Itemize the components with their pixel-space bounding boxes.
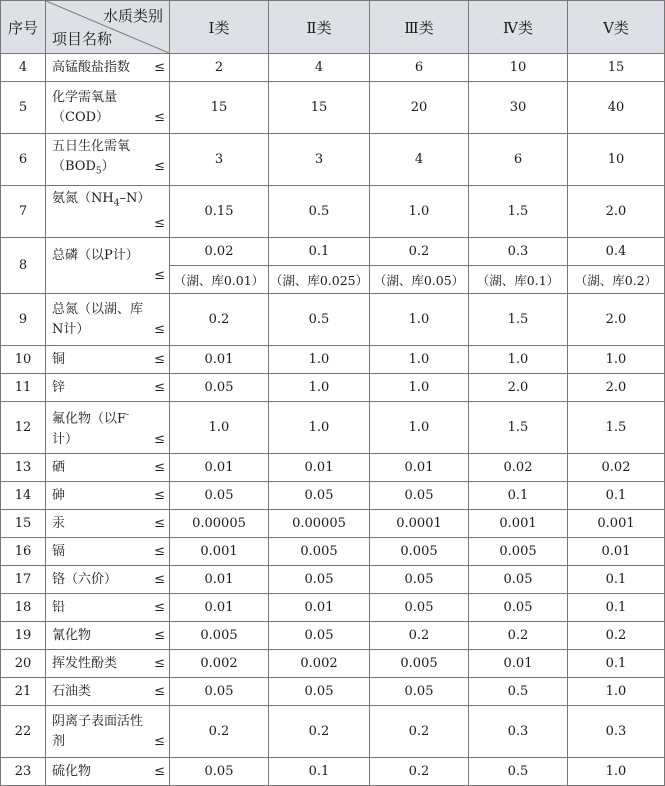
class-1-value: 15	[170, 82, 269, 134]
less-equal-sign: ≤	[154, 733, 165, 749]
class-2-value: 1.0	[269, 374, 370, 402]
row-serial-number: 5	[1, 82, 46, 134]
class-4-value: 10	[469, 54, 568, 82]
class-1-value: 0.01	[170, 566, 269, 594]
class-3-value: 20	[370, 82, 469, 134]
item-name-text	[52, 762, 91, 782]
class-3-value: 1.0	[370, 374, 469, 402]
header-water-quality-class-label: 水质类别	[102, 7, 163, 25]
row-serial-number: 14	[1, 482, 46, 510]
class-4-lake-reservoir-value: （湖、库0.1）	[469, 266, 568, 294]
row-item-name	[46, 186, 170, 238]
class-5-value: 0.01	[568, 538, 665, 566]
item-name-text	[52, 350, 65, 370]
item-name-part: 铅	[52, 599, 66, 615]
row-serial-number: 10	[1, 346, 46, 374]
row-item-name	[46, 294, 170, 346]
class-2-value: 0.005	[269, 538, 370, 566]
table-row	[1, 566, 665, 594]
row-serial-number: 4	[1, 54, 46, 82]
header-class-5: Ⅴ类	[568, 1, 665, 54]
row-item-name	[46, 538, 170, 566]
class-2-value: 3	[269, 134, 370, 186]
row-item-name	[46, 622, 170, 650]
table-row	[1, 134, 665, 186]
table-row	[1, 594, 665, 622]
class-4-value: 1.0	[469, 346, 568, 374]
row-serial-number: 17	[1, 566, 46, 594]
class-2-value: 1.0	[269, 346, 370, 374]
row-serial-number: 8	[1, 238, 46, 294]
header-class-4: Ⅳ类	[469, 1, 568, 54]
item-name-part: 阴离子表面活性	[52, 713, 144, 729]
class-5-value: 0.4	[568, 238, 665, 266]
item-name-part: ）	[101, 159, 115, 175]
class-5-value: 0.02	[568, 454, 665, 482]
item-name-part: 计）	[52, 431, 79, 447]
item-name-part: 氟化物（以F	[52, 411, 127, 427]
row-serial-number: 16	[1, 538, 46, 566]
class-5-value: 0.1	[568, 482, 665, 510]
table-row	[1, 374, 665, 402]
class-2-value: 4	[269, 54, 370, 82]
class-3-lake-reservoir-value: （湖、库0.05）	[370, 266, 469, 294]
class-3-value: 0.2	[370, 238, 469, 266]
row-item-name	[46, 678, 170, 706]
class-2-value: 0.01	[269, 594, 370, 622]
class-5-value: 15	[568, 54, 665, 82]
class-3-value: 6	[370, 54, 469, 82]
item-name-line	[52, 570, 165, 590]
class-1-value: 0.001	[170, 538, 269, 566]
class-4-value: 0.001	[469, 510, 568, 538]
row-serial-number: 18	[1, 594, 46, 622]
table-row	[1, 758, 665, 786]
item-name-text	[52, 378, 65, 398]
item-name-part: 铜	[52, 351, 66, 367]
class-3-value: 0.2	[370, 622, 469, 650]
item-name-text	[52, 108, 109, 128]
item-name-part: 总磷（以P计）	[52, 247, 139, 263]
row-serial-number: 6	[1, 134, 46, 186]
item-name-part: 五日生化需氧	[52, 139, 131, 155]
table-row	[1, 622, 665, 650]
table-body	[1, 54, 665, 786]
table-row	[1, 238, 665, 266]
row-item-name	[46, 54, 170, 82]
less-equal-sign: ≤	[154, 159, 165, 175]
class-4-value: 0.01	[469, 650, 568, 678]
class-5-value: 40	[568, 82, 665, 134]
row-serial-number: 23	[1, 758, 46, 786]
class-2-value: 1.0	[269, 402, 370, 454]
class-1-value: 0.005	[170, 622, 269, 650]
class-1-value: 0.2	[170, 706, 269, 758]
table-row	[1, 538, 665, 566]
item-name-text	[52, 137, 130, 157]
item-name-text	[52, 486, 65, 506]
item-name-text	[52, 189, 150, 214]
less-equal-sign: ≤	[154, 515, 165, 531]
item-name-part: 总氮（以湖、库	[52, 301, 144, 317]
table-row	[1, 82, 665, 134]
item-name-line	[52, 189, 165, 214]
class-3-value: 0.01	[370, 454, 469, 482]
class-4-value: 30	[469, 82, 568, 134]
class-1-value: 0.05	[170, 374, 269, 402]
class-4-value: 0.1	[469, 482, 568, 510]
class-5-value: 10	[568, 134, 665, 186]
table-row	[1, 346, 665, 374]
item-name-part: 石油类	[52, 683, 92, 699]
class-4-value: 0.02	[469, 454, 568, 482]
row-serial-number: 15	[1, 510, 46, 538]
class-3-value: 1.0	[370, 402, 469, 454]
header-class-1: Ⅰ类	[170, 1, 269, 54]
class-4-value: 1.5	[469, 402, 568, 454]
class-4-value: 0.2	[469, 622, 568, 650]
class-1-value: 0.05	[170, 678, 269, 706]
item-name-text	[52, 246, 139, 266]
table-row	[1, 186, 665, 238]
item-name-part: 砷	[52, 487, 66, 503]
class-2-value: 0.05	[269, 622, 370, 650]
less-equal-sign: ≤	[154, 109, 165, 125]
item-name-part: 硒	[52, 459, 66, 475]
class-1-value: 0.05	[170, 482, 269, 510]
row-item-name	[46, 346, 170, 374]
class-2-value: 15	[269, 82, 370, 134]
class-4-value: 0.5	[469, 758, 568, 786]
item-name-text	[52, 732, 65, 752]
class-5-value: 2.0	[568, 186, 665, 238]
class-4-value: 0.05	[469, 594, 568, 622]
table-row	[1, 54, 665, 82]
class-1-value: 0.02	[170, 238, 269, 266]
item-name-text	[52, 300, 143, 320]
item-name-text	[52, 654, 117, 674]
row-item-name	[46, 82, 170, 134]
item-name-text	[52, 570, 117, 590]
class-2-lake-reservoir-value: （湖、库0.025）	[269, 266, 370, 294]
item-name-part: –N）	[119, 191, 151, 207]
row-serial-number: 22	[1, 706, 46, 758]
item-name-line	[52, 246, 165, 266]
item-name-text	[52, 157, 115, 182]
item-name-line	[52, 682, 165, 702]
class-2-value: 0.5	[269, 186, 370, 238]
header-class-3: Ⅲ类	[370, 1, 469, 54]
item-name-line	[52, 430, 165, 450]
item-name-part: （BOD	[52, 159, 96, 175]
less-equal-sign: ≤	[154, 487, 165, 503]
row-item-name	[46, 374, 170, 402]
less-equal-sign: ≤	[154, 627, 165, 643]
less-equal-sign: ≤	[154, 379, 165, 395]
class-3-value: 1.0	[370, 294, 469, 346]
item-name-part: 挥发性酚类	[52, 655, 118, 671]
table-row	[1, 294, 665, 346]
table-row	[1, 482, 665, 510]
item-name-text	[52, 598, 65, 618]
less-equal-sign: ≤	[154, 459, 165, 475]
class-4-value: 6	[469, 134, 568, 186]
less-equal-sign: ≤	[154, 431, 165, 447]
class-2-value: 0.1	[269, 758, 370, 786]
less-equal-sign: ≤	[154, 351, 165, 367]
table-row	[1, 510, 665, 538]
item-name-part: 镉	[52, 543, 66, 559]
class-1-value: 3	[170, 134, 269, 186]
class-1-value: 0.01	[170, 346, 269, 374]
less-equal-sign: ≤	[154, 267, 165, 283]
row-serial-number: 12	[1, 402, 46, 454]
item-name-part: 氰化物	[52, 627, 92, 643]
row-serial-number: 7	[1, 186, 46, 238]
class-5-value: 0.2	[568, 622, 665, 650]
row-serial-number: 11	[1, 374, 46, 402]
class-5-value: 0.001	[568, 510, 665, 538]
row-serial-number: 20	[1, 650, 46, 678]
row-item-name	[46, 402, 170, 454]
item-name-line	[52, 514, 165, 534]
header-diagonal-cell	[46, 1, 170, 54]
class-4-value: 0.5	[469, 678, 568, 706]
less-equal-sign: ≤	[154, 571, 165, 587]
item-name-part: 化学需氧量	[52, 89, 118, 105]
item-name-line	[52, 405, 165, 429]
item-name-part: 氨氮（NH	[52, 191, 114, 207]
class-5-value: 1.0	[568, 758, 665, 786]
class-2-value: 0.05	[269, 566, 370, 594]
header-class-2: Ⅱ类	[269, 1, 370, 54]
item-name-line	[52, 654, 165, 674]
class-4-value: 1.5	[469, 186, 568, 238]
item-name-line	[52, 762, 165, 782]
table-header	[1, 1, 665, 54]
item-name-line	[52, 266, 165, 286]
class-1-value: 0.01	[170, 454, 269, 482]
class-1-value: 0.00005	[170, 510, 269, 538]
class-1-value: 0.05	[170, 758, 269, 786]
class-5-value: 2.0	[568, 294, 665, 346]
item-name-part: 剂	[52, 733, 66, 749]
item-name-text	[52, 458, 65, 478]
item-name-subscript: 5	[95, 166, 102, 177]
row-item-name	[46, 758, 170, 786]
item-name-text	[52, 88, 117, 108]
less-equal-sign: ≤	[154, 655, 165, 671]
table-row	[1, 650, 665, 678]
class-4-value: 1.5	[469, 294, 568, 346]
item-name-part: 铬（六价）	[52, 571, 118, 587]
class-2-value: 0.002	[269, 650, 370, 678]
table-row	[1, 402, 665, 454]
row-item-name	[46, 482, 170, 510]
item-name-line	[52, 626, 165, 646]
class-5-value: 0.3	[568, 706, 665, 758]
class-5-lake-reservoir-value: （湖、库0.2）	[568, 266, 665, 294]
class-3-value: 0.0001	[370, 510, 469, 538]
class-4-value: 0.05	[469, 566, 568, 594]
class-5-value: 1.0	[568, 678, 665, 706]
class-2-value: 0.1	[269, 238, 370, 266]
item-name-line	[52, 300, 165, 320]
class-2-value: 0.2	[269, 706, 370, 758]
item-name-line	[52, 542, 165, 562]
class-1-lake-reservoir-value: （湖、库0.01）	[170, 266, 269, 294]
item-name-text	[52, 405, 129, 429]
item-name-line	[52, 350, 165, 370]
header-item-name-label: 项目名称	[52, 30, 113, 48]
class-4-value: 2.0	[469, 374, 568, 402]
class-2-value: 0.01	[269, 454, 370, 482]
class-1-value: 2	[170, 54, 269, 82]
class-5-value: 2.0	[568, 374, 665, 402]
row-item-name	[46, 510, 170, 538]
less-equal-sign: ≤	[154, 321, 165, 337]
item-name-part: 硫化物	[52, 763, 92, 779]
item-name-line	[52, 108, 165, 128]
item-name-part: （COD）	[52, 109, 110, 125]
item-name-part: 汞	[52, 515, 66, 531]
item-name-text	[52, 682, 91, 702]
row-item-name	[46, 706, 170, 758]
item-name-line	[52, 598, 165, 618]
item-name-subscript: 4	[113, 198, 120, 209]
class-1-value: 0.01	[170, 594, 269, 622]
item-name-line	[52, 486, 165, 506]
class-5-value: 0.1	[568, 594, 665, 622]
class-5-value: 1.0	[568, 346, 665, 374]
row-item-name	[46, 238, 170, 294]
less-equal-sign: ≤	[154, 215, 165, 231]
item-name-part: 锌	[52, 379, 66, 395]
row-item-name	[46, 454, 170, 482]
row-serial-number: 19	[1, 622, 46, 650]
class-3-value: 1.0	[370, 346, 469, 374]
item-name-line	[52, 732, 165, 752]
less-equal-sign: ≤	[154, 543, 165, 559]
class-3-value: 0.2	[370, 706, 469, 758]
less-equal-sign: ≤	[154, 683, 165, 699]
class-3-value: 4	[370, 134, 469, 186]
item-name-line	[52, 378, 165, 398]
class-2-value: 0.5	[269, 294, 370, 346]
item-name-text	[52, 58, 130, 78]
class-5-value: 1.5	[568, 402, 665, 454]
item-name-text	[52, 712, 143, 732]
row-serial-number: 13	[1, 454, 46, 482]
row-item-name	[46, 566, 170, 594]
table-row	[1, 454, 665, 482]
less-equal-sign: ≤	[154, 763, 165, 779]
item-name-line	[52, 88, 165, 108]
row-item-name	[46, 134, 170, 186]
class-3-value: 0.05	[370, 482, 469, 510]
row-serial-number: 9	[1, 294, 46, 346]
class-3-value: 1.0	[370, 186, 469, 238]
header-serial-number: 序号	[1, 1, 46, 54]
class-4-value: 0.005	[469, 538, 568, 566]
table-row	[1, 706, 665, 758]
class-2-value: 0.00005	[269, 510, 370, 538]
class-5-value: 0.1	[568, 566, 665, 594]
class-4-value: 0.3	[469, 706, 568, 758]
item-name-part: N计）	[52, 321, 90, 337]
item-name-part: 高锰酸盐指数	[52, 59, 131, 75]
item-name-line	[52, 458, 165, 478]
item-name-text	[52, 430, 78, 450]
item-name-line	[52, 214, 165, 234]
item-name-line	[52, 320, 165, 340]
row-item-name	[46, 594, 170, 622]
item-name-superscript: -	[126, 410, 130, 421]
table-row	[1, 678, 665, 706]
item-name-text	[52, 542, 65, 562]
class-4-value: 0.3	[469, 238, 568, 266]
class-1-value: 1.0	[170, 402, 269, 454]
class-3-value: 0.005	[370, 538, 469, 566]
item-name-line	[52, 712, 165, 732]
class-2-value: 0.05	[269, 678, 370, 706]
class-3-value: 0.05	[370, 678, 469, 706]
class-3-value: 0.05	[370, 594, 469, 622]
class-1-value: 0.2	[170, 294, 269, 346]
item-name-line	[52, 58, 165, 78]
less-equal-sign: ≤	[154, 59, 165, 75]
item-name-text	[52, 514, 65, 534]
class-3-value: 0.005	[370, 650, 469, 678]
class-5-value: 0.1	[568, 650, 665, 678]
item-name-line	[52, 157, 165, 182]
class-1-value: 0.002	[170, 650, 269, 678]
less-equal-sign: ≤	[154, 599, 165, 615]
row-item-name	[46, 650, 170, 678]
item-name-text	[52, 626, 91, 646]
row-serial-number: 21	[1, 678, 46, 706]
class-1-value: 0.15	[170, 186, 269, 238]
class-3-value: 0.2	[370, 758, 469, 786]
item-name-text	[52, 320, 89, 340]
class-3-value: 0.05	[370, 566, 469, 594]
item-name-line	[52, 137, 165, 157]
class-2-value: 0.05	[269, 482, 370, 510]
